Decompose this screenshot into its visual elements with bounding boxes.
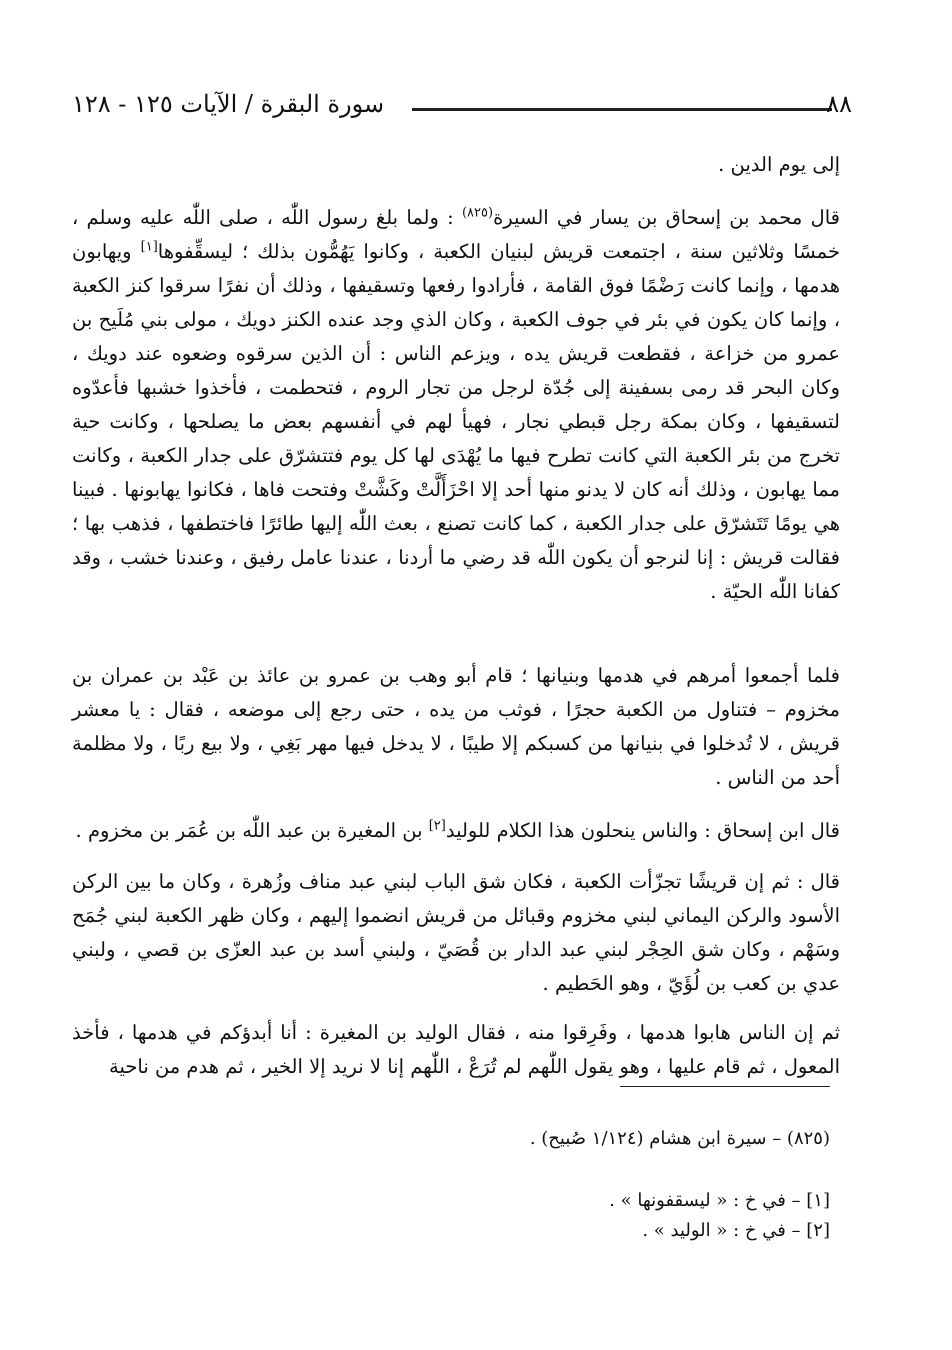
footnote-marker-2: [٢]	[428, 818, 446, 834]
p3-start: قال ابن إسحاق : والناس ينحلون هذا الكلام للوليد	[445, 819, 840, 842]
p1-end: ويهابون هدمها ، وإنما كانت رَضْمًا فوق القامة ، فأرادوا رفعها وتسقيفها ، وذلك أن نفرًا سرقوا كنز الكعبة ، وإنما كان يكون في بئر في جوف الكعبة ، وكان الذي وجد عنده الكنز دويك ، مولى بني مُلَيح بن عمرو من خزاعة ، فقطعت قريش يده ، ويزعم الناس : أن الذين سرقوه وضعوه عند دويك ، وكان البحر قد رمى بسفينة إلى جُدّة لرجل من تجار الروم ، فتحطمت ، فأخذوا خشبها فأعدّوه لتسقيفها ، وكان بمكة رجل قبطي نجار ، فهيأ لهم في أنفسهم بعض ما يصلحها ، وكانت حية تخرج من بئر الكعبة التي كانت تطرح فيها ما يُهْدَى لها كل يوم فتتشرّق على جدار الكعبة ، وكانت مما يهابون ، وذلك أنه كان لا يدنو منها أحد إلا احْزَأَلَّتْ وكَشَّتْ وفتحت فاها ، فكانوا يهابونها . فبينا هي يومًا تَتَشرّق على جدار الكعبة ، كما كانت تصنع ، بعث اللّٰه إليها طائرًا فاختطفها ، فذهب بها ؛ فقالت قريش : إنا لنرجو أن يكون اللّٰه قد رضي ما أردنا ، عندنا عامل رفيق ، وعندنا خشب ، وقد كفانا اللّٰه الحيّة .	[72, 240, 840, 603]
source-ref-825: (٨٢٥)	[461, 205, 494, 221]
paragraph-abu-wahb: فلما أجمعوا أمرهم في هدمها وبنيانها ؛ قام أبو وهب بن عمرو بن عائذ بن عَبْد بن عمران بن مخزوم – فتناول من الكعبة حجرًا ، فوثب من يده ، حتى رجع إلى موضعه ، فقال : يا معشر قريش ، لا تُدخلوا في بنيانها من كسبكم إلا طيبًا ، لا يدخل فيها مهر بَغِي ، ولا بيع ربًا ، ولا مظلمة أحد من الناس .	[72, 664, 840, 789]
paragraph-ibn-ishaq	[72, 814, 840, 848]
paragraph-sira-account	[72, 201, 840, 609]
page-number: ٨٨	[826, 90, 852, 118]
footnote-1: [١] – في خ : « ليسقفونها » .	[609, 1190, 830, 1211]
header-surah-range: سورة البقرة / الآيات ١٢٥ - ١٢٨	[72, 90, 385, 118]
paragraph-demolition: ثم إن الناس هابوا هدمها ، وفَرِقوا منه ، فقال الوليد بن المغيرة : أنا أبدؤكم في هدمها ، فأخذ المعول ، ثم قام عليها ، وهو يقول اللّٰهم لم تُرَعْ ، اللّٰهم إنا لا نريد إلا الخير ، ثم هدم من ناحية	[72, 1021, 840, 1078]
footnote-2: [٢] – في خ : « الوليد » .	[642, 1220, 830, 1241]
p1-mid: : ولما بلغ رسول اللّٰه ، صلى اللّٰه عليه وسلم ، خمسًا وثلاثين سنة ، اجتمعت قريش لبنيان الكعبة ، وكانوا يَهُمُّون بذلك ؛ ليسقِّفوها	[72, 206, 841, 263]
paragraph-opening: إلى يوم الدين .	[718, 153, 840, 176]
footnote-source-825: (٨٢٥) – سيرة ابن هشام (١/١٢٤ صُبيح) .	[529, 1128, 830, 1149]
p3-end: بن المغيرة بن عبد اللّٰه بن عُمَر بن مخزوم .	[75, 819, 429, 842]
footnote-separator	[620, 1086, 830, 1087]
header-rule	[412, 108, 832, 111]
p1-start: قال محمد بن إسحاق بن يسار في السيرة	[493, 206, 840, 229]
footnote-marker-1: [١]	[140, 239, 158, 255]
running-header	[72, 88, 852, 122]
paragraph-division: قال : ثم إن قريشًا تجزّأت الكعبة ، فكان شق الباب لبني عبد مناف وزُهرة ، وكان ما بين الركن الأسود والركن اليماني لبني مخزوم وقبائل من قريش انضموا إليهم ، وكان ظهر الكعبة لبني جُمَح وسَهْم ، وكان شق الحِجْر لبني عبد الدار بن قُصَيّ ، ولبني أسد بن عبد العزّى بن قصي ، ولبني عدي بن كعب بن لُؤَيّ ، وهو الحَطيم .	[72, 870, 840, 995]
